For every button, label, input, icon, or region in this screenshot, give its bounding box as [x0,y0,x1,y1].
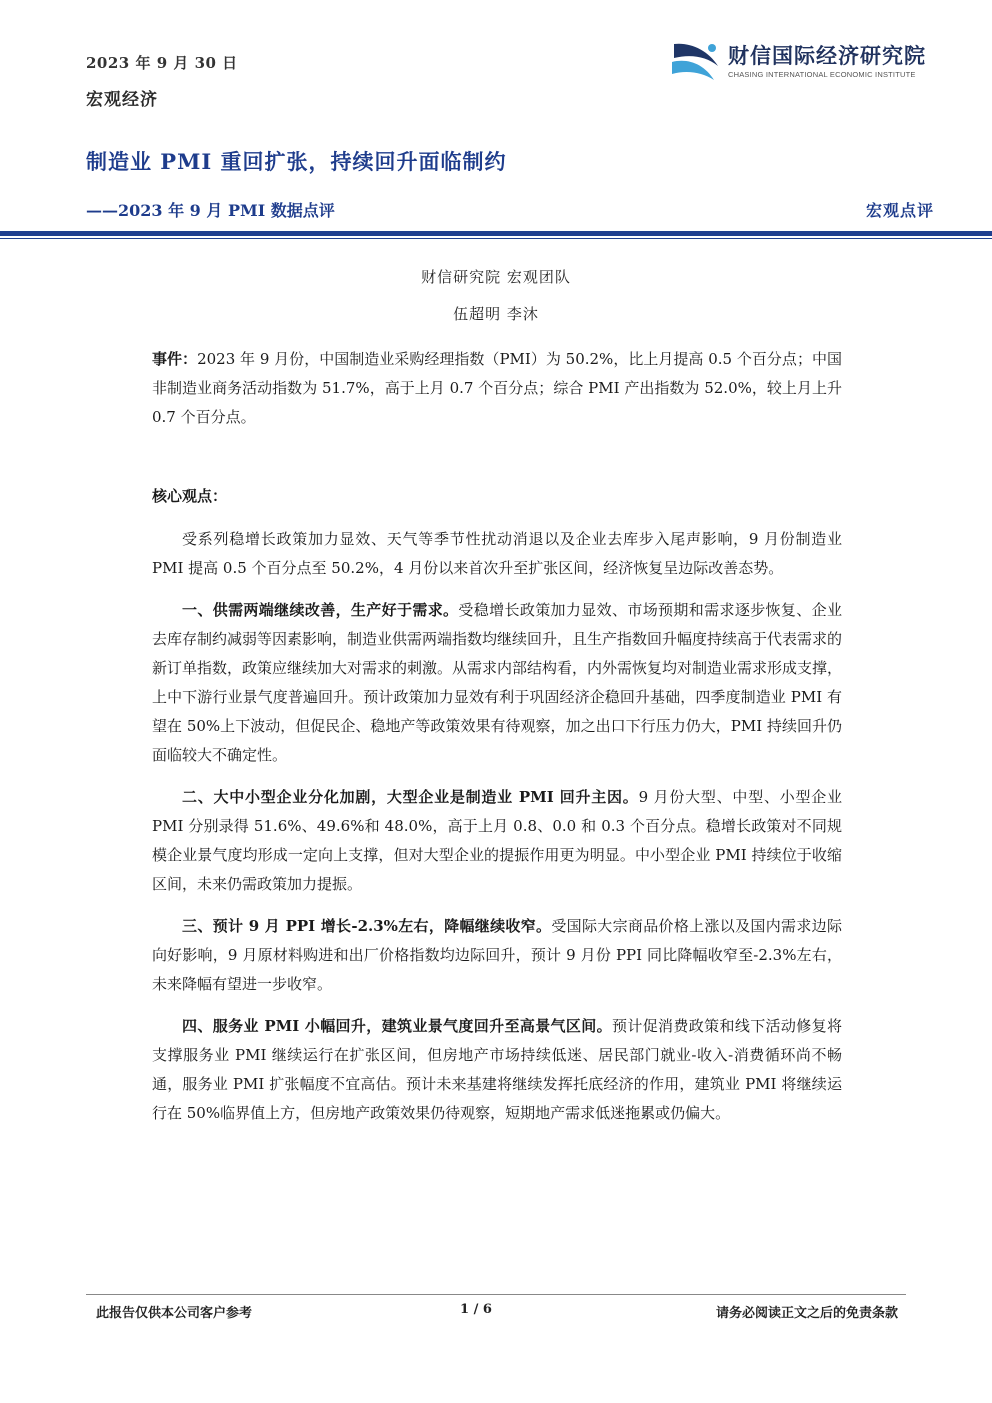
core-views-label: 核心观点： [152,487,228,505]
logo-text-cn: 财信国际经济研究院 [728,44,926,68]
report-title: 制造业 PMI 重回扩张，持续回升面临制约 [86,149,507,174]
point-text: 预计促消费政策和线下活动修复将支撑服务业 PMI 继续运行在扩张区间，但房地产市场持续低迷、居民部门就业-收入-消费循环尚不畅通，服务业 PMI 扩张幅度不宜高估。预计未来基建将继续发挥托底经济的作用，建筑业 PMI 将继续运行在 50%临界值上方，但房地产政策效果仍待观察，短期地产需求低迷拖累或仍偏大。 [152,1017,842,1122]
footer-disclaimer-right: 请务必阅读正文之后的免责条款 [715,1306,898,1321]
authors: 伍超明 李沐 [453,305,539,323]
point-heading: 一、供需两端继续改善，生产好于需求。 [182,601,459,619]
event-paragraph [152,345,842,432]
point-paragraph [152,783,842,899]
institute-logo [668,36,938,92]
report-type: 宏观点评 [865,201,934,220]
report-body [152,345,842,1141]
point-paragraph [152,1012,842,1128]
report-category: 宏观经济 [86,90,158,110]
report-date: 2023 年 9 月 30 日 [86,54,238,72]
point-heading: 二、大中小型企业分化加剧，大型企业是制造业 PMI 回升主因。 [182,788,639,806]
event-text: 2023 年 9 月份，中国制造业采购经理指数（PMI）为 50.2%，比上月提高 0.5 个百分点；中国非制造业商务活动指数为 51.7%，高于上月 0.7 个百分点；综合 PMI 产出指数为 52.0%，较上月上升 0.7 个百分点。 [152,350,842,426]
logo-mark-icon [668,36,722,92]
point-text: 受国际大宗商品价格上涨以及国内需求边际向好影响，9 月原材料购进和出厂价格指数均边际回升，预计 9 月份 PPI 同比降幅收窄至-2.3%左右，未来降幅有望进一步收窄。 [152,917,842,993]
header-divider [0,231,992,236]
point-text: 9 月份大型、中型、小型企业 PMI 分别录得 51.6%、49.6%和 48.0%，高于上月 0.8、0.0 和 0.3 个百分点。稳增长政策对不同规模企业景气度均形成一定向上支撑，但对大型企业的提振作用更为明显。中小型企业 PMI 持续位于收缩区间，未来仍需政策加力提振。 [152,788,842,893]
footer-disclaimer-left: 此报告仅供本公司客户参考 [96,1306,253,1321]
point-heading: 三、预计 9 月 PPI 增长-2.3%左右，降幅继续收窄。 [182,917,552,935]
page-number: 1 / 6 [460,1302,492,1317]
research-team: 财信研究院 宏观团队 [421,268,571,286]
header-divider-thin [0,238,992,239]
logo-text-en: CHASING INTERNATIONAL ECONOMIC INSTITUTE [728,70,916,79]
point-paragraph [152,912,842,999]
intro-paragraph: 受系列稳增长政策加力显效、天气等季节性扰动消退以及企业去库步入尾声影响，9 月份制造业 PMI 提高 0.5 个百分点至 50.2%，4 月份以来首次升至扩张区间，经济恢复呈边际改善态势。 [152,530,842,577]
point-paragraph [152,596,842,770]
header-left [86,52,238,110]
footer-divider [86,1294,906,1295]
point-heading: 四、服务业 PMI 小幅回升，建筑业景气度回升至高景气区间。 [182,1017,612,1035]
event-label: 事件： [152,350,198,368]
point-text: 受稳增长政策加力显效、市场预期和需求逐步恢复、企业去库存制约减弱等因素影响，制造业供需两端指数均继续回升，且生产指数回升幅度持续高于代表需求的新订单指数，政策应继续加大对需求的刺激。从需求内部结构看，内外需恢复均对制造业需求形成支撑，上中下游行业景气度普遍回升。预计政策加力显效有利于巩固经济企稳回升基础，四季度制造业 PMI 有望在 50%上下波动，但促民企、稳地产等政策效果有待观察，加之出口下行压力仍大，PMI 持续回升仍面临较大不确定性。 [152,601,843,764]
report-subtitle: ——2023 年 9 月 PMI 数据点评 [86,201,335,220]
